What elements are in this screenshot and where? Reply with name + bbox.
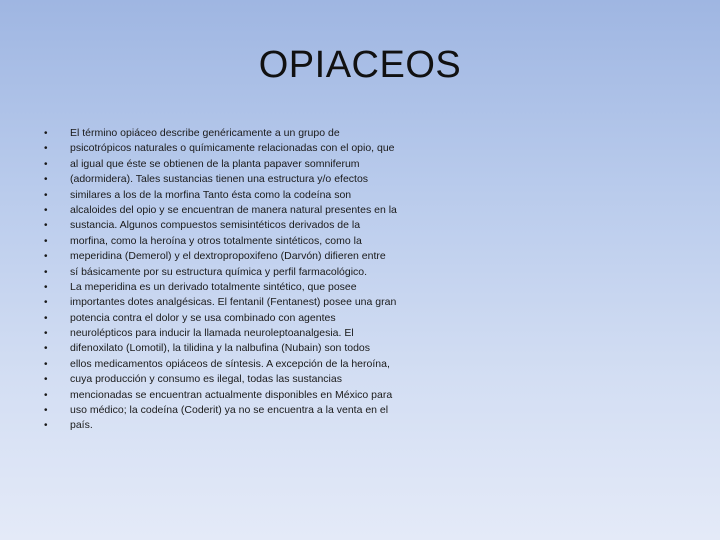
bullet-line	[40, 311, 445, 326]
bullet-line	[40, 357, 445, 372]
bullet-text: morfina, como la heroína y otros totalmente sintéticos, como la	[70, 234, 362, 247]
bullet-text: neurolépticos para inducir la llamada neuroleptoanalgesia. El	[70, 327, 354, 340]
bullet-text: meperidina (Demerol) y el dextropropoxifeno (Darvón) difieren entre	[70, 250, 386, 263]
bullet-icon: •	[44, 220, 48, 232]
bullet-line	[40, 172, 445, 187]
bullet-icon: •	[44, 343, 48, 355]
bullet-icon: •	[44, 312, 48, 324]
bullet-icon: •	[44, 266, 48, 278]
bullet-text: mencionadas se encuentran actualmente disponibles en México para	[70, 388, 393, 401]
bullet-icon: •	[44, 374, 48, 386]
bullet-text: similares a los de la morfina Tanto ésta como la codeína son	[70, 188, 352, 201]
bullet-icon: •	[44, 328, 48, 340]
bullet-line	[40, 157, 445, 172]
bullet-line	[40, 388, 445, 403]
bullet-text: país.	[70, 419, 93, 432]
bullet-text: cuya producción y consumo es ilegal, todas las sustancias	[70, 373, 342, 386]
bullet-line	[40, 218, 445, 233]
bullet-icon: •	[44, 389, 48, 401]
bullet-text: El término opiáceo describe genéricamente a un grupo de	[70, 127, 340, 139]
bullet-icon: •	[44, 405, 48, 417]
bullet-icon: •	[44, 174, 48, 186]
bullet-line	[40, 326, 445, 341]
bullet-text: psicotrópicos naturales o químicamente relacionadas con el opio, que	[70, 142, 395, 155]
bullet-text: alcaloides del opio y se encuentran de manera natural presentes en la	[70, 203, 397, 216]
bullet-line	[40, 341, 445, 356]
bullet-text: uso médico; la codeína (Coderit) ya no se encuentra a la venta en el	[70, 404, 389, 417]
bullet-icon: •	[44, 189, 48, 201]
bullet-icon: •	[44, 297, 48, 309]
bullet-icon: •	[44, 158, 48, 170]
bullet-text: ellos medicamentos opiáceos de síntesis. A excepción de la heroína,	[70, 357, 390, 370]
bullet-text: (adormidera). Tales sustancias tienen una estructura y/o efectos	[70, 173, 369, 186]
bullet-line	[40, 249, 445, 264]
bullet-icon: •	[44, 358, 48, 370]
bullet-icon: •	[44, 420, 48, 432]
bullet-line	[40, 280, 445, 295]
bullet-line	[40, 403, 445, 418]
bullet-line	[40, 188, 445, 203]
bullet-text: difenoxilato (Lomotil), la tilidina y la nalbufina (Nubain) son todos	[70, 342, 370, 355]
bullet-text: importantes dotes analgésicas. El fentanil (Fentanest) posee una gran	[70, 296, 397, 309]
bullet-line	[40, 234, 445, 249]
bullet-line	[40, 265, 445, 280]
slide-title: OPIACEOS	[258, 44, 462, 86]
bullet-icon: •	[44, 143, 48, 155]
bullet-icon: •	[44, 251, 48, 263]
bullet-text: al igual que éste se obtienen de la planta papaver somniferum	[70, 157, 360, 170]
bullet-text: La meperidina es un derivado totalmente sintético, que posee	[70, 280, 357, 293]
bullet-text: sustancia. Algunos compuestos semisintéticos derivados de la	[70, 219, 361, 232]
bullet-line	[40, 418, 445, 433]
bullet-icon: •	[44, 235, 48, 247]
bullet-icon: •	[44, 281, 48, 293]
bullet-line	[40, 203, 445, 218]
bullet-list	[40, 126, 445, 434]
bullet-text: potencia contra el dolor y se usa combinado con agentes	[70, 311, 336, 324]
bullet-line	[40, 141, 445, 156]
bullet-icon: •	[44, 204, 48, 216]
bullet-line	[40, 295, 445, 310]
bullet-line	[40, 372, 445, 387]
bullet-icon: •	[44, 128, 48, 139]
bullet-line	[40, 126, 445, 141]
bullet-text: sí básicamente por su estructura química y perfil farmacológico.	[70, 265, 368, 278]
